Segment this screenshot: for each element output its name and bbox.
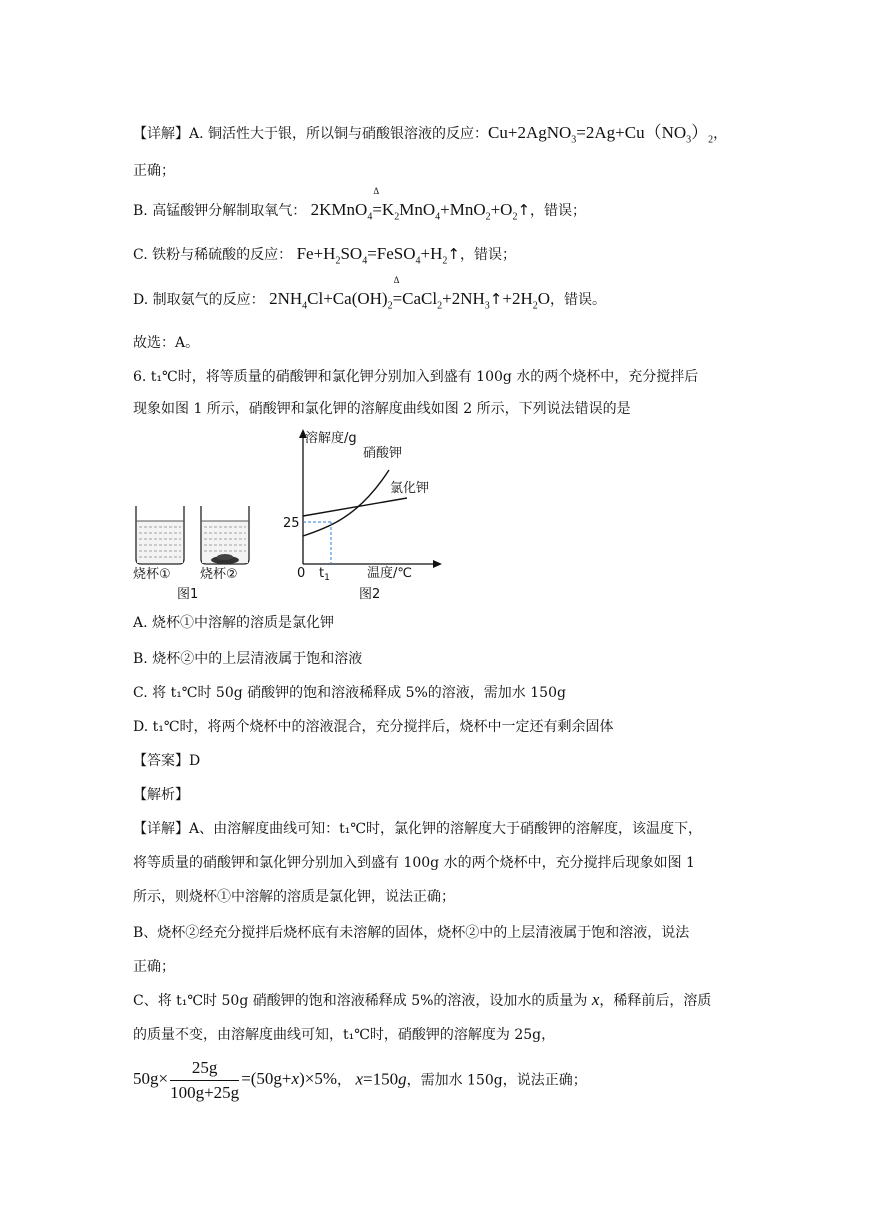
origin-label: 0 [297, 566, 306, 581]
calculation-result: x=150g [355, 1069, 407, 1089]
detail-a-text: 【详解】A. 铜活性大于银，所以铜与硝酸银溶液的反应： [133, 126, 489, 142]
detail-line-6: C、将 t₁℃时 50g 硝酸钾的饱和溶液稀释成 5%的溶液，设加水的质量为 x，稀释前后，溶质 [133, 990, 712, 1009]
y-axis-label: 溶解度/g [305, 431, 357, 446]
equation-b: 2KMnO$_4$= Δ $K_2MnO_4+MnO_2+O_2↑$ [310, 186, 531, 223]
kcl-label: 氯化钾 [390, 481, 430, 496]
option-a: A. 烧杯①中溶解的溶质是氯化钾 [133, 615, 335, 631]
detail-line-2: 将等质量的硝酸钾和氯化钾分别加入到盛有 100g 水的两个烧杯中，充分搅拌后现象如图 1 [133, 855, 695, 871]
variable-x: x [591, 990, 600, 1009]
q6-stem-line1: 6. t₁℃时，将等质量的硝酸钾和氯化钾分别加入到盛有 100g 水的两个烧杯中，充分搅拌后 [133, 369, 699, 385]
beaker-2-label: 烧杯② [200, 567, 238, 582]
option-d: D. t₁℃时，将两个烧杯中的溶液混合，充分搅拌后，烧杯中一定还有剩余固体 [133, 719, 614, 735]
option-b: B. 烧杯②中的上层清液属于饱和溶液 [133, 651, 363, 667]
beaker-2 [201, 506, 249, 564]
option-c: C. 将 t₁℃时 50g 硝酸钾的饱和溶液稀释成 5%的溶液，需加水 150g [133, 685, 566, 701]
prev-answer: 故选：A。 [133, 335, 200, 351]
equation-d: $2NH_4Cl+Ca(OH)_2=$ Δ $CaCl_2+2NH_3↑+2H_2O$ [269, 275, 551, 312]
detail-a-line: 【详解】A. 铜活性大于银，所以铜与硝酸银溶液的反应：$Cu+2AgNO_3=2Ag+Cu(NO_3)_2$， [133, 123, 728, 146]
calculation-line: 50g× $\frac{25g}{100g+25g}$ =(50g+x)×5%， x=150g，需加水 150g，说法正确； [133, 1058, 587, 1102]
beaker-1 [136, 506, 184, 564]
question-figure [127, 424, 442, 604]
analysis-heading: 【解析】 [133, 787, 189, 803]
detail-a-cont: 正确； [133, 163, 175, 179]
kno3-label: 硝酸钾 [363, 446, 403, 461]
detail-line-7: 的质量不变，由溶解度曲线可知，t₁℃时，硝酸钾的溶解度为 25g， [133, 1027, 556, 1043]
x-axis-label: 温度/℃ [367, 566, 412, 581]
figure-1-caption: 图1 [177, 587, 199, 602]
calculation-formula: 50g× $\frac{25g}{100g+25g}$ =(50g+x)×5% [133, 1058, 337, 1102]
detail-line-1: 【详解】A、由溶解度曲线可知：t₁℃时，氯化钾的溶解度大于硝酸钾的溶解度，该温度下， [133, 821, 703, 837]
equation-c: $Fe+H_2SO_4=FeSO_4+H_2↑$ [296, 244, 460, 267]
detail-c-line: C. 铁粉与稀硫酸的反应： $Fe+H_2SO_4=FeSO_4+H_2↑$，错误； [133, 244, 516, 267]
detail-line-3: 所示，则烧杯①中溶解的溶质是氯化钾，说法正确； [133, 889, 455, 905]
solubility-graph [283, 429, 442, 602]
detail-b-line: B. 高锰酸钾分解制取氧气： 2KMnO$_4$= Δ $K_2MnO_4+MnO_2+O_2↑$，错误； [133, 186, 587, 223]
detail-d-line: D. 制取氨气的反应： $2NH_4Cl+Ca(OH)_2=$ Δ $CaCl_2+2NH_3↑+2H_2O$，错误。 [133, 275, 607, 312]
beaker-1-label: 烧杯① [133, 567, 171, 582]
answer-line: 【答案】D [133, 753, 201, 769]
y-tick-25: 25 [283, 516, 300, 531]
x-tick-t1: $t_1$ [319, 566, 330, 583]
detail-line-4: B、烧杯②经充分搅拌后烧杯底有未溶解的固体，烧杯②中的上层清液属于饱和溶液，说法 [133, 925, 690, 941]
q6-stem-line2: 现象如图 1 所示，硝酸钾和氯化钾的溶解度曲线如图 2 所示，下列说法错误的是 [133, 401, 631, 417]
kcl-curve [303, 498, 407, 516]
detail-line-5: 正确； [133, 959, 175, 975]
figure-2-caption: 图2 [359, 587, 381, 602]
equation-a: $Cu+2AgNO_3=2Ag+Cu(NO_3)_2$ [488, 123, 714, 146]
